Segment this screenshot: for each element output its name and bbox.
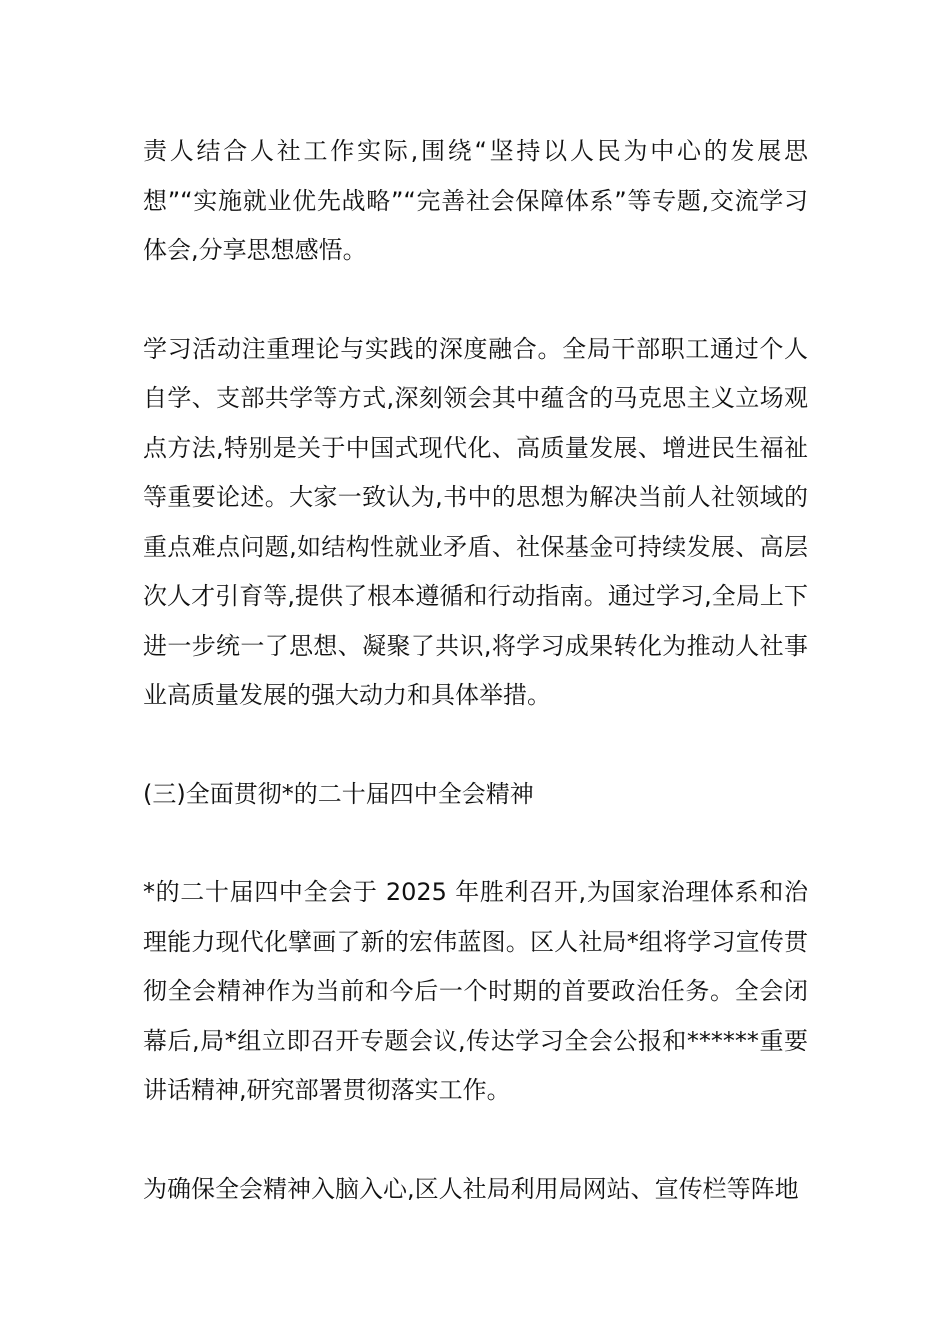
paragraph-gap	[143, 276, 808, 325]
paragraph-study-topics: 责人结合人社工作实际,围绕“坚持以人民为中心的发展思想”“实施就业优先战略”“完善社会保障体系”等专题,交流学习体会,分享思想感悟。	[143, 137, 808, 264]
paragraph-gap	[143, 721, 808, 770]
section-heading: (三)全面贯彻*的二十届四中全会精神	[143, 779, 534, 808]
paragraph-publicity: 为确保全会精神入脑入心,区人社局利用局网站、宣传栏等阵地	[143, 1174, 799, 1203]
paragraph-plenary-session: *的二十届四中全会于 2025 年胜利召开,为国家治理体系和治理能力现代化擘画了新的宏伟蓝图。区人社局*组将学习宣传贯彻全会精神作为当前和今后一个时期的首要政治任务。全会闭幕后,局*组立即召开专题会议,传达学习全会公报和******重要讲话精神,研究部署贯彻落实工作。	[143, 878, 808, 1104]
paragraph-theory-practice: 学习活动注重理论与实践的深度融合。全局干部职工通过个人自学、支部共学等方式,深刻领会其中蕴含的马克思主义立场观点方法,特别是关于中国式现代化、高质量发展、增进民生福祉等重要论述。大家一致认为,书中的思想为解决当前人社领域的重点难点问题,如结构性就业矛盾、社保基金可持续发展、高层次人才引育等,提供了根本遵循和行动指南。通过学习,全局上下进一步统一了思想、凝聚了共识,将学习成果转化为推动人社事业高质量发展的强大动力和具体举措。	[143, 334, 808, 709]
document-body	[143, 127, 808, 1214]
paragraph-gap	[143, 1116, 808, 1165]
paragraph-gap	[143, 819, 808, 868]
